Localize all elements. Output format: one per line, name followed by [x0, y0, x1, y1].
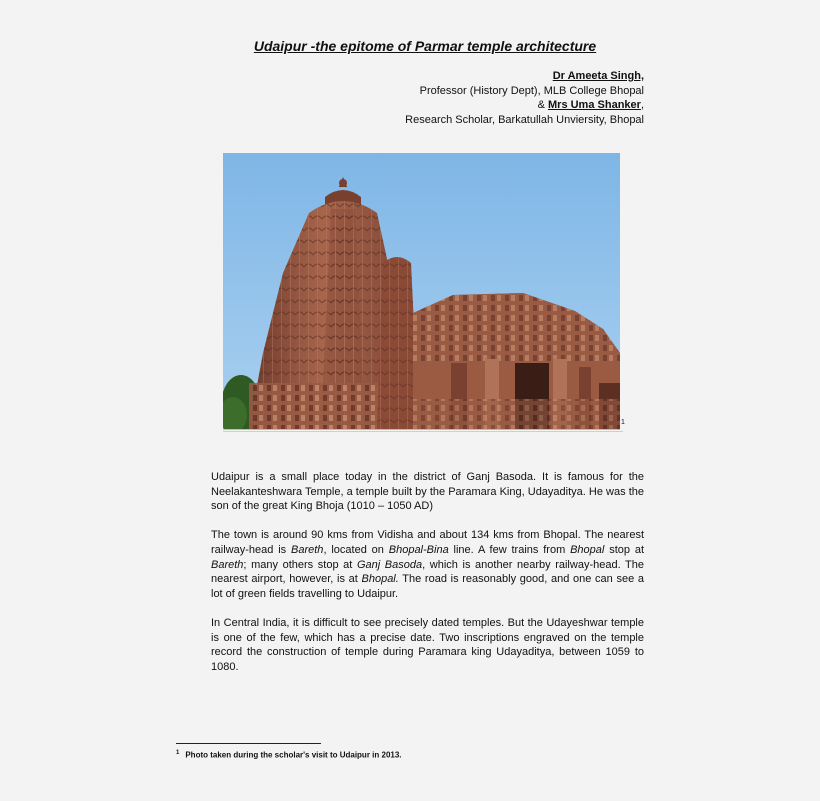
place-bareth: Bareth — [211, 558, 244, 571]
paragraph-2-text: stop at — [604, 543, 645, 556]
paragraph-2-text: , located on — [323, 543, 389, 556]
author-block — [405, 69, 644, 127]
paragraph-3: In Central India, it is difficult to see precisely dated temples. But the Udayeshwar temple is one of the few, which has a precise date. Two inscriptions engraved on the temple record the construction of temple during Paramara king Udayaditya, between 1059 to 1080. — [211, 616, 644, 673]
place-bhopal-bina: Bhopal-Bina — [388, 543, 449, 556]
author2-suffix: , — [640, 99, 644, 111]
place-bhopal: Bhopal. — [361, 573, 399, 586]
photo-footnote-mark: 1 — [621, 419, 625, 426]
place-ganj-basoda: Ganj Basoda — [356, 558, 423, 571]
body-text — [211, 470, 644, 689]
footnote-mark: 1 — [176, 750, 180, 756]
author1-affiliation: Professor (History Dept), MLB College Bhopal — [419, 84, 644, 97]
author1-name: Dr Ameeta Singh, — [552, 70, 644, 82]
paragraph-2-text: The road is reasonably good, and one can see a lot of green fields travelling to Udaipur. — [211, 573, 644, 600]
paragraph-2-text: line. A few trains from — [448, 543, 571, 556]
footnote — [176, 750, 402, 760]
photo-caption-rule — [223, 431, 623, 432]
footnote-rule — [176, 743, 321, 744]
author2-name: Mrs Uma Shanker — [548, 99, 641, 111]
temple-illustration — [223, 153, 620, 429]
paragraph-2-text: , which is another nearby railway-head. The nearest airport, however, is at — [211, 558, 644, 586]
paper-title — [0, 38, 820, 54]
place-bhopal: Bhopal — [570, 543, 605, 556]
place-bareth: Bareth — [291, 543, 324, 556]
paragraph-2-text: The town is around 90 kms from Vidisha and about 134 kms from Bhopal. The nearest railway-head is — [211, 529, 644, 556]
paragraph-2-text: ; many others stop at — [243, 558, 357, 571]
paper-title-text: Udaipur -the epitome of Parmar temple architecture — [253, 38, 597, 54]
author2-prefix: & — [537, 99, 548, 111]
paragraph-1: Udaipur is a small place today in the district of Ganj Basoda. It is famous for the Neelakanteshwara Temple, a temple built by the Paramara King, Udayaditya. He was the son of the great King Bhoja (1010 – 1050 AD) — [211, 471, 644, 513]
temple-photo — [223, 153, 620, 430]
paragraph-2 — [211, 528, 644, 601]
author2-affiliation: Research Scholar, Barkatullah Unviersity, Bhopal — [405, 113, 644, 126]
footnote-text: Photo taken during the scholar's visit to Udaipur in 2013. — [185, 750, 402, 760]
